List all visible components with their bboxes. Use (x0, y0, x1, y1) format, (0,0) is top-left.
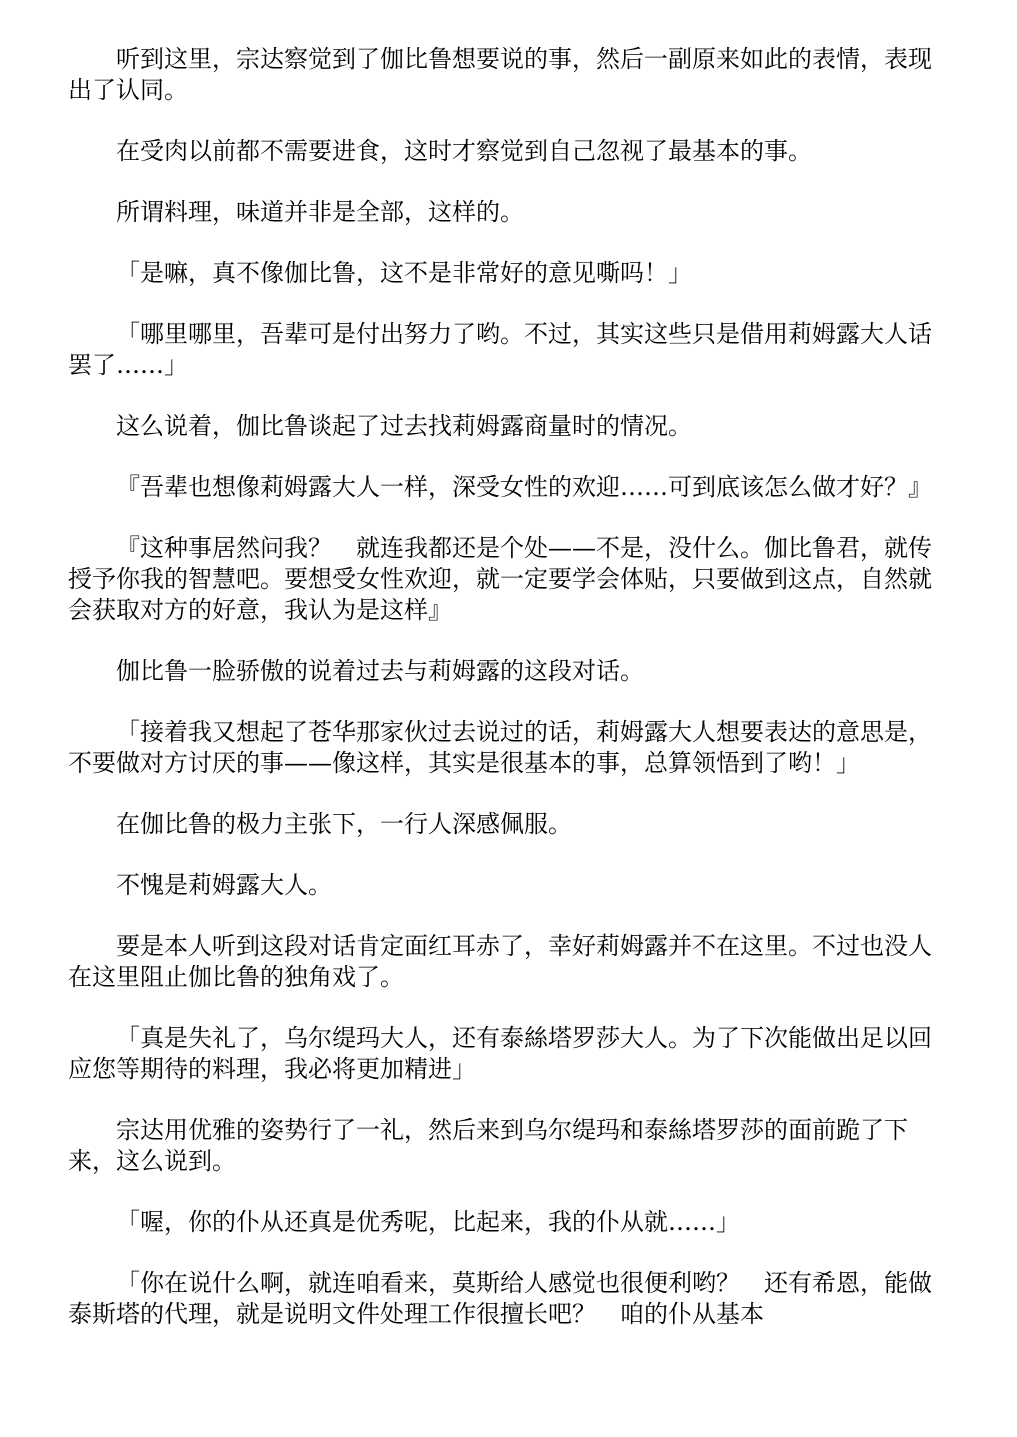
paragraph-13: 要是本人听到这段对话肯定面红耳赤了，幸好莉姆露并不在这里。不过也没人在这里阻止伽比鲁的独角戏了。 (68, 932, 932, 991)
paragraph-16: 「喔，你的仆从还真是优秀呢，比起来，我的仆从就……」 (116, 1208, 740, 1236)
paragraph-15: 宗达用优雅的姿势行了一礼，然后来到乌尔缇玛和泰絲塔罗莎的面前跪了下来，这么说到。 (68, 1116, 908, 1175)
paragraph-2: 在受肉以前都不需要进食，这时才察觉到自己忽视了最基本的事。 (116, 137, 812, 165)
paragraph-10: 「接着我又想起了苍华那家伙过去说过的话，莉姆露大人想要表达的意思是，不要做对方讨厌的事——像这样，其实是很基本的事，总算领悟到了哟！」 (68, 718, 932, 777)
paragraph-9: 伽比鲁一脸骄傲的说着过去与莉姆露的这段对话。 (116, 657, 644, 685)
paragraph-3: 所谓料理，味道并非是全部，这样的。 (116, 198, 524, 226)
paragraph-4: 「是嘛，真不像伽比鲁，这不是非常好的意见嘶吗！」 (116, 259, 692, 287)
novel-text-body (68, 44, 934, 1360)
paragraph-17: 「你在说什么啊，就连咱看来，莫斯给人感觉也很便利哟？ 还有希恩，能做泰斯塔的代理，就是说明文件处理工作很擅长吧？ 咱的仆从基本 (68, 1269, 932, 1328)
paragraph-5: 「哪里哪里，吾辈可是付出努力了哟。不过，其实这些只是借用莉姆露大人话罢了……」 (68, 320, 932, 379)
paragraph-11: 在伽比鲁的极力主张下，一行人深感佩服。 (116, 810, 572, 838)
paragraph-1: 听到这里，宗达察觉到了伽比鲁想要说的事，然后一副原来如此的表情，表现出了认同。 (68, 45, 932, 104)
paragraph-14: 「真是失礼了，乌尔缇玛大人，还有泰絲塔罗莎大人。为了下次能做出足以回应您等期待的料理，我必将更加精进」 (68, 1024, 932, 1083)
paragraph-8: 『这种事居然问我？ 就连我都还是个处——不是，没什么。伽比鲁君，就传授予你我的智慧吧。要想受女性欢迎，就一定要学会体贴，只要做到这点，自然就会获取对方的好意，我认为是这样』 (68, 534, 932, 624)
paragraph-6: 这么说着，伽比鲁谈起了过去找莉姆露商量时的情况。 (116, 412, 692, 440)
paragraph-12: 不愧是莉姆露大人。 (116, 871, 332, 899)
paragraph-7: 『吾辈也想像莉姆露大人一样，深受女性的欢迎……可到底该怎么做才好？』 (116, 473, 932, 501)
